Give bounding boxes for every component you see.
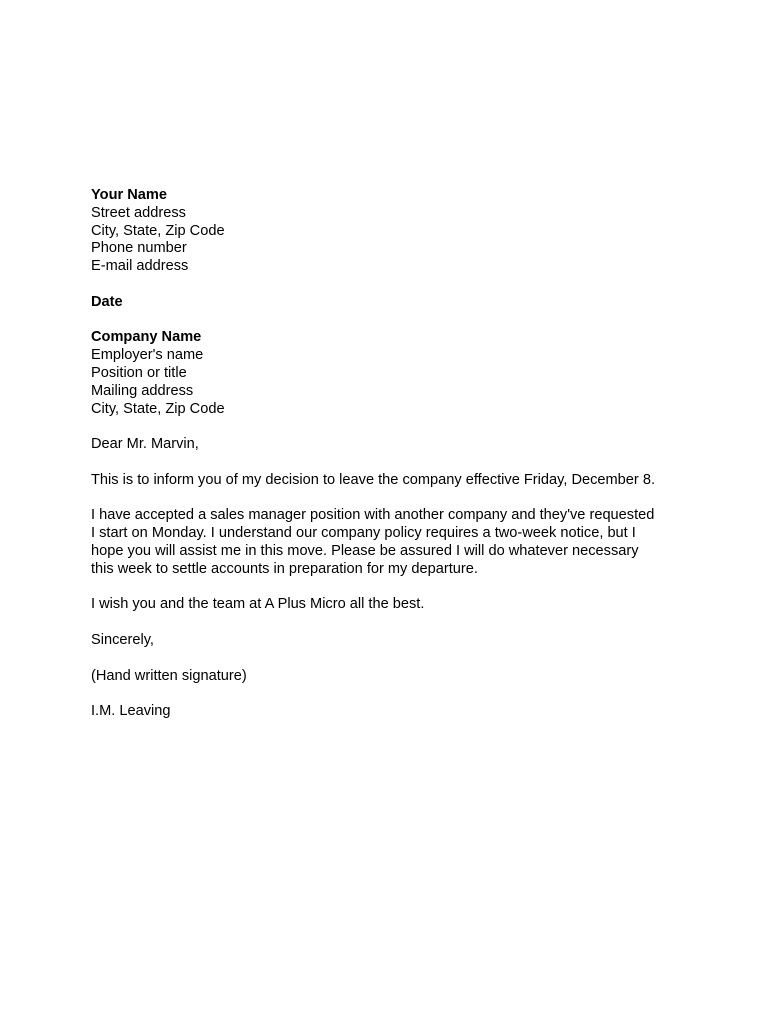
sender-city-state-zip: City, State, Zip Code: [91, 222, 225, 239]
body-paragraph-3: I wish you and the team at A Plus Micro all the best.: [91, 596, 425, 613]
spacer: [91, 650, 691, 668]
date-label: Date: [91, 293, 123, 310]
recipient-block: [91, 329, 691, 418]
recipient-city-state-zip: City, State, Zip Code: [91, 400, 225, 417]
salutation: Dear Mr. Marvin,: [91, 436, 199, 453]
sender-block: [91, 187, 691, 276]
spacer: [91, 490, 691, 508]
body-paragraph-2-line: this week to settle accounts in preparation for my departure.: [91, 560, 478, 577]
sender-street: Street address: [91, 204, 186, 221]
recipient-employer-name: Employer's name: [91, 347, 204, 364]
spacer: [91, 579, 691, 597]
spacer: [91, 685, 691, 703]
recipient-company: Company Name: [91, 329, 202, 346]
closing: Sincerely,: [91, 631, 154, 648]
sender-phone: Phone number: [91, 240, 187, 257]
signer-name: I.M. Leaving: [91, 703, 171, 720]
sender-name: Your Name: [91, 187, 167, 203]
signature-placeholder: (Hand written signature): [91, 667, 247, 684]
resignation-letter: [91, 187, 691, 721]
recipient-position: Position or title: [91, 364, 187, 381]
spacer: [91, 454, 691, 472]
spacer: [91, 312, 691, 330]
body-paragraph-1: This is to inform you of my decision to leave the company effective Friday, December 8.: [91, 471, 655, 488]
spacer: [91, 418, 691, 436]
body-paragraph-2-line: I have accepted a sales manager position with another company and they've requested: [91, 507, 655, 524]
body-paragraph-2-line: I start on Monday. I understand our company policy requires a two-week notice, but I: [91, 525, 636, 542]
body-paragraph-2: [91, 507, 691, 578]
recipient-mailing-address: Mailing address: [91, 382, 194, 399]
spacer: [91, 276, 691, 294]
body-paragraph-2-line: hope you will assist me in this move. Please be assured I will do whatever necessary: [91, 542, 639, 559]
spacer: [91, 614, 691, 632]
sender-email: E-mail address: [91, 258, 189, 275]
